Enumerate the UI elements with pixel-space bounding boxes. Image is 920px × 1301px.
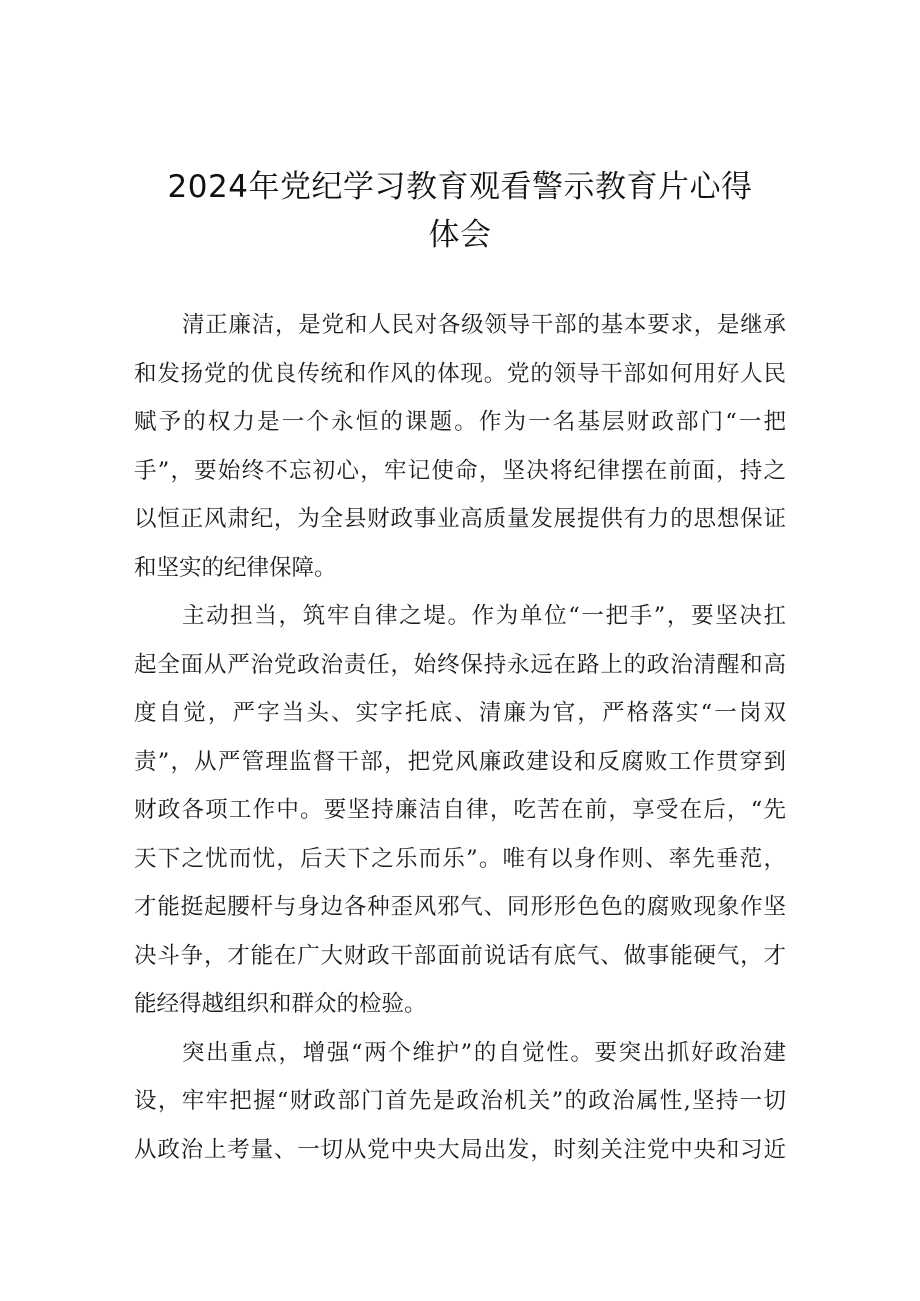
paragraph-line: 突出重点，增强“两个维护”的自觉性。要突出抓好政治建 <box>182 1039 786 1066</box>
paragraph-line: 和发扬党的优良传统和作风的体现。党的领导干部如何用好人民 <box>134 360 786 387</box>
paragraph-line: 赋予的权力是一个永恒的课题。作为一名基层财政部门“一把 <box>134 409 786 435</box>
paragraph-line: 和坚实的纪律保障。 <box>134 554 337 581</box>
paragraph-line: 从政治上考量、一切从党中央大局出发，时刻关注党中央和习近 <box>134 1136 786 1163</box>
paragraph-line: 决斗争，才能在广大财政干部面前说话有底气、做事能硬气，才 <box>134 942 786 969</box>
paragraph-line: 能经得越组织和群众的检验。 <box>134 991 427 1017</box>
paragraph-line: 责”，从严管理监督干部，把党风廉政建设和反腐败工作贯穿到 <box>134 748 786 775</box>
paragraph-line: 天下之忧而忧，后天下之乐而乐”。唯有以身作则、率先垂范， <box>134 845 786 872</box>
paragraph-line: 度自觉，严字当头、实字托底、清廉为官，严格落实“一岗双 <box>134 700 786 726</box>
paragraph-line: 清正廉洁，是党和人民对各级领导干部的基本要求，是继承 <box>182 312 786 338</box>
document-body <box>134 301 786 1174</box>
title-line-2: 体会 <box>428 217 492 253</box>
paragraph-3 <box>134 1029 786 1175</box>
paragraph-line: 财政各项工作中。要坚持廉洁自律，吃苦在前，享受在后，“先 <box>134 797 786 823</box>
paragraph-line: 手”，要始终不忘初心，牢记使命，坚决将纪律摆在前面，持之 <box>134 457 786 484</box>
paragraph-line: 设，牢牢把握“财政部门首先是政治机关”的政治属性,坚持一切 <box>134 1088 786 1114</box>
paragraph-line: 起全面从严治党政治责任，始终保持永远在路上的政治清醒和高 <box>134 651 786 678</box>
paragraph-1 <box>134 301 786 592</box>
document-title <box>120 163 800 259</box>
paragraph-line: 才能挺起腰杆与身边各种歪风邪气、同形形色色的腐败现象作坚 <box>134 894 786 920</box>
title-line-1: 2024年党纪学习教育观看警示教育片心得 <box>167 169 753 205</box>
paragraph-line: 主动担当，筑牢自律之堤。作为单位“一把手”，要坚决扛 <box>182 603 786 629</box>
paragraph-line: 以恒正风肃纪，为全县财政事业高质量发展提供有力的思想保证 <box>134 506 786 532</box>
paragraph-2 <box>134 592 786 1029</box>
